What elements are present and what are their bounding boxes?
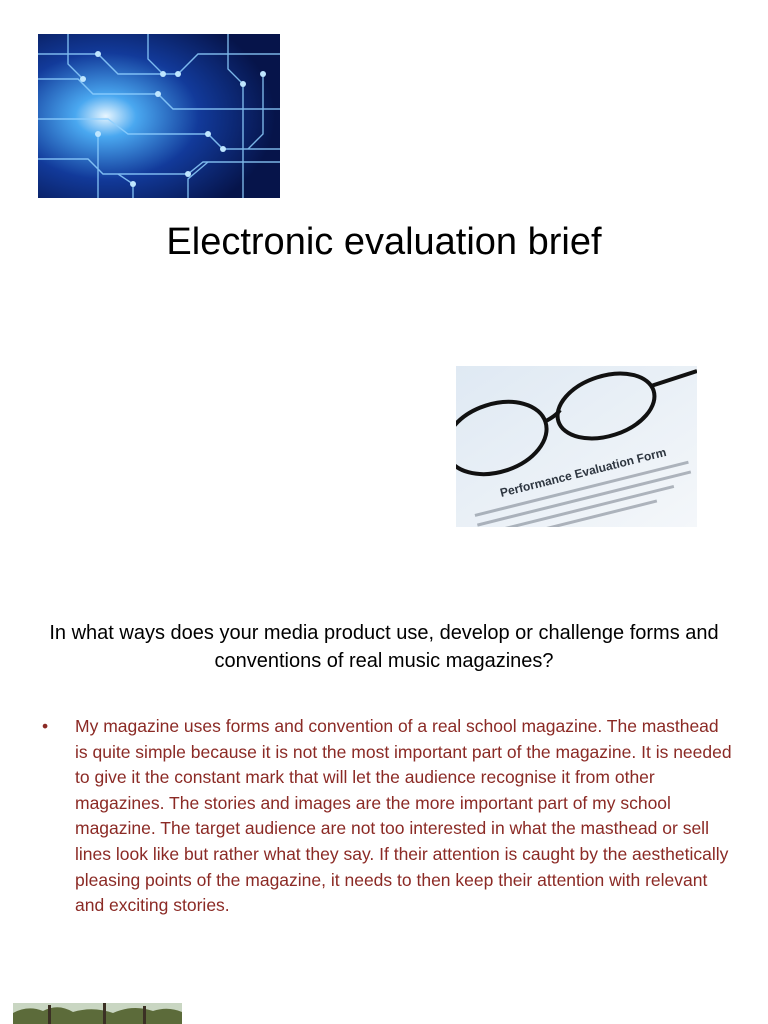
slide-title: Electronic evaluation brief (166, 221, 602, 263)
trees-image (13, 1003, 182, 1024)
evaluation-form-image (456, 366, 697, 527)
bullet-icon: • (42, 716, 49, 736)
circuit-board-icon (38, 34, 280, 198)
bullet-text: My magazine uses forms and convention of a real school magazine. The masthead is quite simple because it is not the most important part of the magazine. It is needed to give it the constant mark that will let the audience recognise it from other magazines. The stories and images are the more important part of my school magazine. The target audience are not too interested in what the masthead or sell lines look like but rather what they say. If their attention is caught by the aesthetically pleasing points of the magazine, it needs to then keep their attention with relevant and exciting stories. (75, 716, 732, 916)
form-heading: Performance Evaluation Form (498, 445, 668, 500)
circuit-board-image (38, 34, 280, 198)
bullet-list (42, 714, 732, 919)
trees-landscape-icon (13, 1003, 182, 1024)
slide-question: In what ways does your media product use, develop or challenge forms and conventions of real music magazines? (49, 622, 719, 672)
evaluation-form-glasses-icon (456, 366, 697, 527)
list-item (42, 714, 732, 919)
